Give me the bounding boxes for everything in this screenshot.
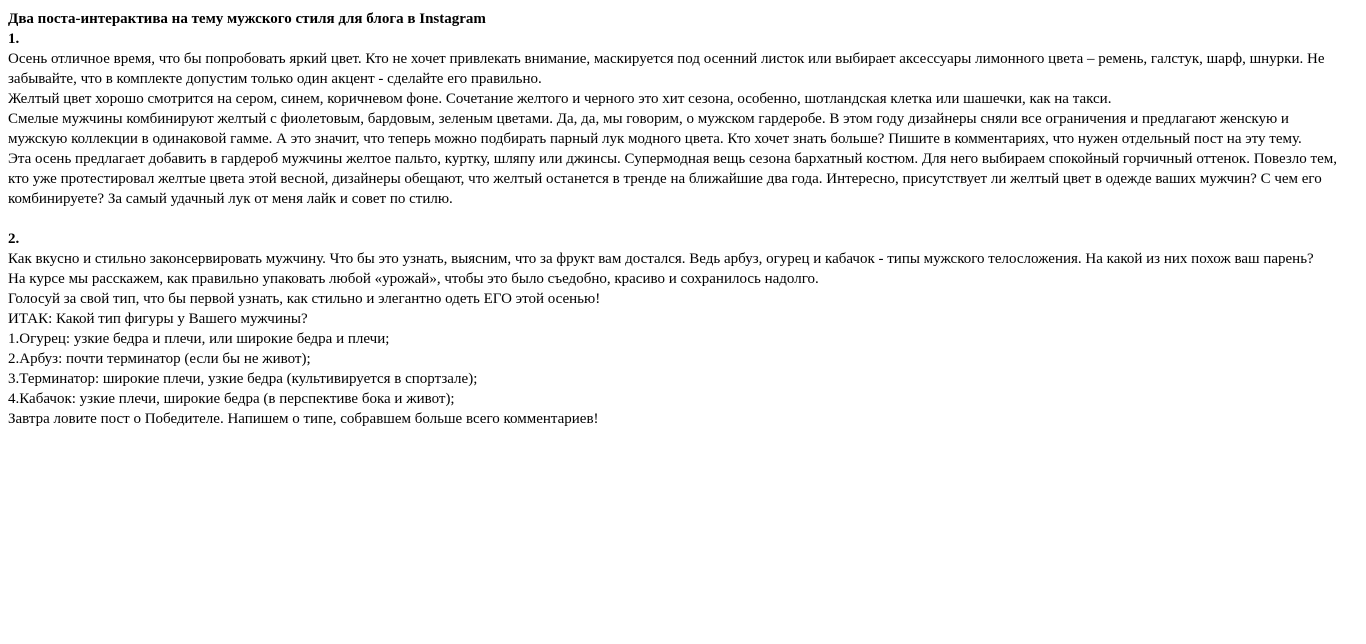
post-2-number: 2. <box>8 231 20 247</box>
post-1-number: 1. <box>8 31 20 47</box>
document-title: Два поста-интерактива на тему мужского стиля для блога в Instagram <box>8 11 486 27</box>
post-2-paragraph: На курсе мы расскажем, как правильно упаковать любой «урожай», чтобы это было съедобно, красиво и сохранилось надолго. <box>8 271 819 287</box>
post-1-paragraph: Смелые мужчины комбинируют желтый с фиолетовым, бардовым, зеленым цветами. Да, да, мы говорим, о мужском гардеробе. В этом году дизайнеры сняли все ограничения и предлагают женскую и мужскую коллекции в одинаковой гамме. А это значит, что теперь можно подбирать парный лук модного цвета. Кто хочет знать больше? Пишите в комментариях, что нужен отдельный пост на эту тему. <box>8 111 1302 147</box>
post-2-option: 1.Огурец: узкие бедра и плечи, или широкие бедра и плечи; <box>8 331 390 347</box>
post-1-paragraph: Желтый цвет хорошо смотрится на сером, синем, коричневом фоне. Сочетание желтого и черного это хит сезона, особенно, шотландская клетка или шашечки, как на такси. <box>8 91 1112 107</box>
post-2-paragraph: Как вкусно и стильно законсервировать мужчину. Что бы это узнать, выясним, что за фрукт вам достался. Ведь арбуз, огурец и кабачок - типы мужского телосложения. На какой из них похож ваш парень? <box>8 251 1314 267</box>
post-1-paragraph: Эта осень предлагает добавить в гардероб мужчины желтое пальто, куртку, шляпу или джинсы. Супермодная вещь сезона бархатный костюм. Для него выбираем спокойный горчичный оттенок. Повезло тем, кто уже протестировал желтые цвета этой весной, дизайнеры обещают, что желтый останется в тренде на ближайшие два года. Интересно, присутствует ли желтый цвет в одежде ваших мужчин? С чем его комбинируете? За самый удачный лук от меня лайк и совет по стилю. <box>8 151 1337 207</box>
post-2-option: 2.Арбуз: почти терминатор (если бы не живот); <box>8 351 311 367</box>
post-2-option: 3.Терминатор: широкие плечи, узкие бедра (культивируется в спортзале); <box>8 371 478 387</box>
post-2-option: 4.Кабачок: узкие плечи, широкие бедра (в перспективе бока и живот); <box>8 391 455 407</box>
post-2-question: ИТАК: Какой тип фигуры у Вашего мужчины? <box>8 311 308 327</box>
section-spacer <box>8 209 1338 229</box>
post-2-paragraph: Голосуй за свой тип, что бы первой узнать, как стильно и элегантно одеть ЕГО этой осенью! <box>8 291 601 307</box>
post-2-paragraph: Завтра ловите пост о Победителе. Напишем о типе, собравшем больше всего комментариев! <box>8 411 599 427</box>
post-1-paragraph: Осень отличное время, что бы попробовать яркий цвет. Кто не хочет привлекать внимание, маскируется под осенний листок или выбирает аксессуары лимонного цвета – ремень, галстук, шарф, шнурки. Не забывайте, что в комплекте допустим только один акцент - сделайте его правильно. <box>8 51 1325 87</box>
document-body <box>8 9 1338 429</box>
